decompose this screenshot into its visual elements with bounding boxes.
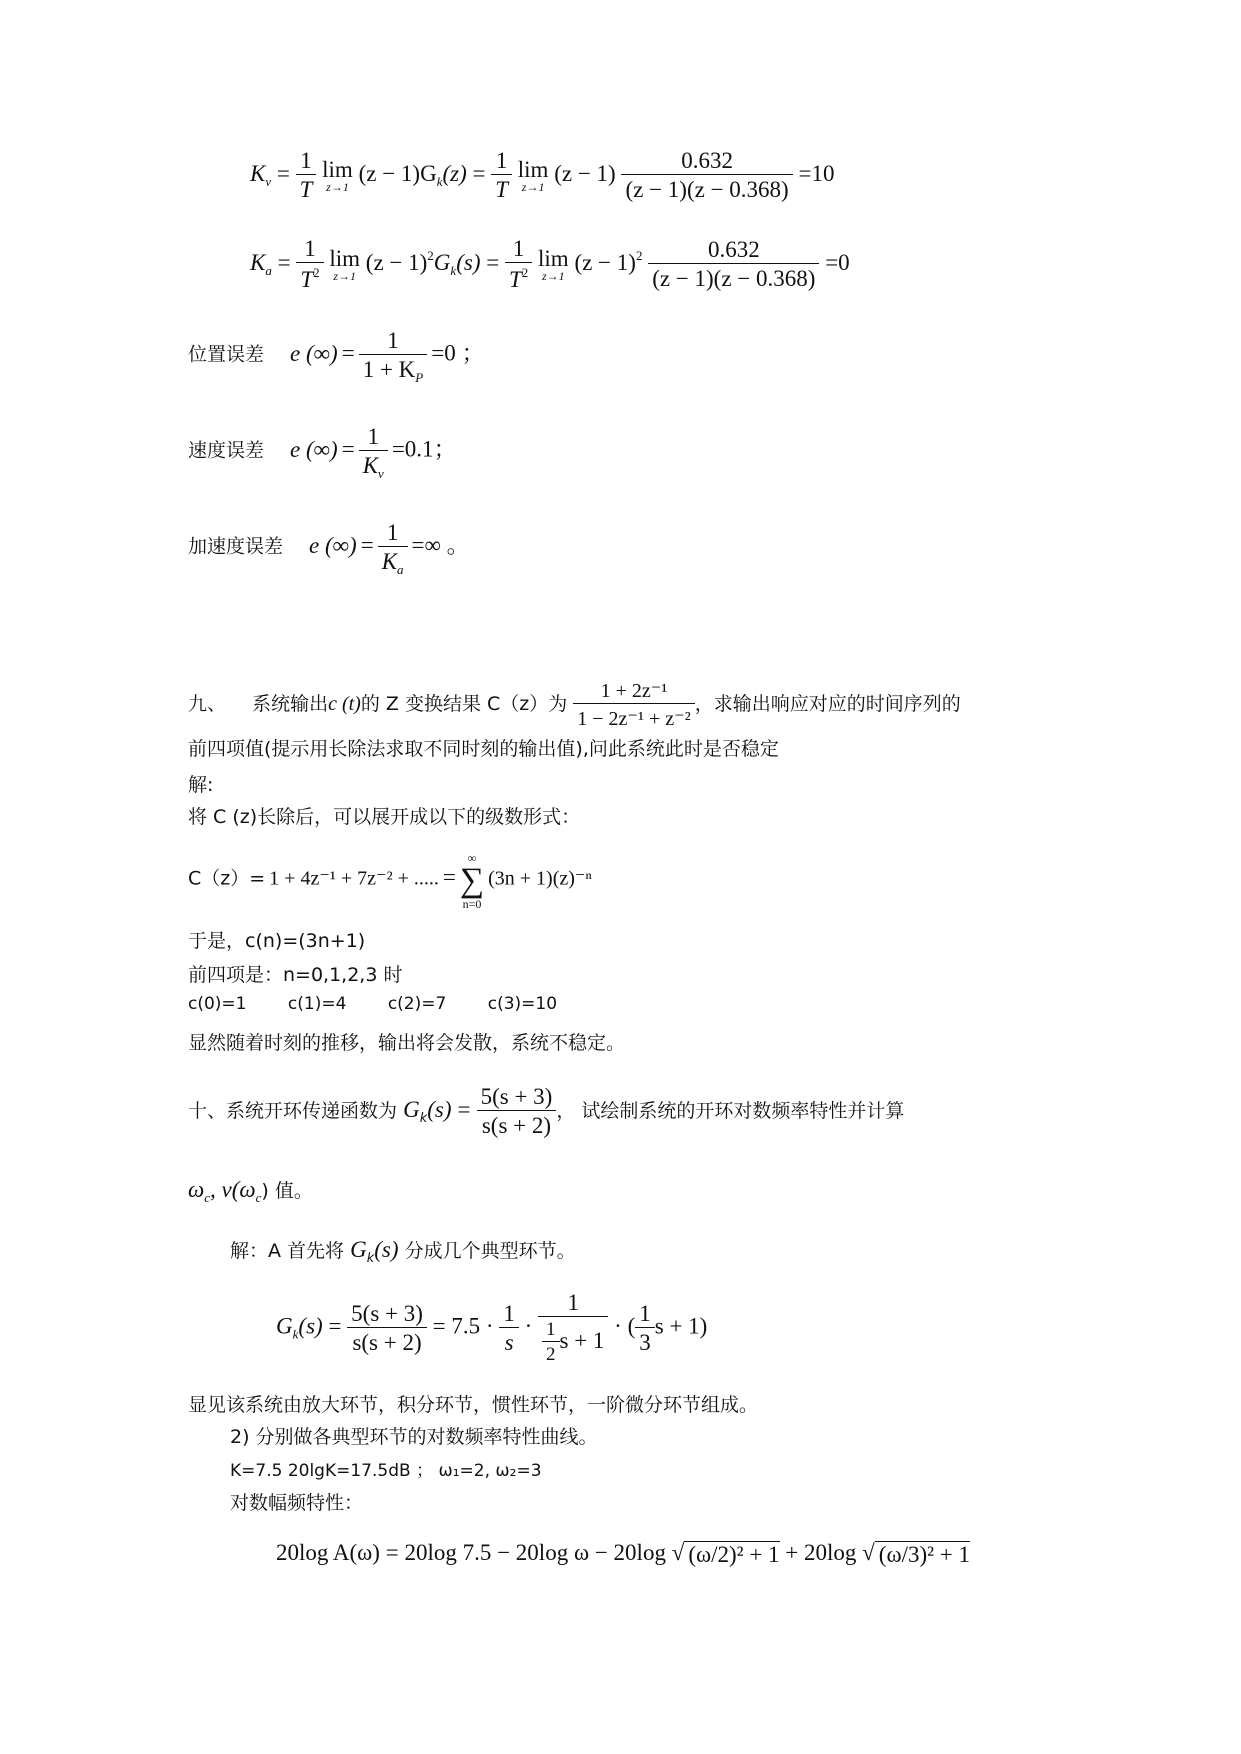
sigma-symbol: ∞ ∑ n=0 <box>459 851 485 911</box>
error-result: ∞ 。 <box>424 532 470 558</box>
kv-symbol: K <box>250 160 266 186</box>
decomp-frac2: $\frac{1}{s}$ <box>499 1301 519 1356</box>
solution-label: 解: <box>188 774 214 796</box>
decomp-frac1: $\frac{5(s + 3)}{s(s + 2)}$ <box>347 1301 427 1356</box>
cz-fraction: $\frac{\text{1 + 2z⁻¹}}{\text{1 − 2z⁻¹ + z⁻²}}$ <box>573 678 694 731</box>
section10-question: 十、系统开环传递函数为 $G_k(s)$ = $\frac{5(s + 3)}{s(s + 2)}$ ， 试绘制系统的开环对数频率特性并计算 <box>188 1084 905 1138</box>
omega-c-line: $\omega_c$, $v(\omega_c)$ 值。 <box>188 1177 313 1205</box>
first-four-label: 前四项是：n=0,1,2,3 时 <box>188 964 403 986</box>
value-item: c(0)=1 <box>188 994 247 1014</box>
value-item: c(2)=7 <box>387 994 447 1014</box>
kv-lim2: lim z→1 <box>517 157 549 194</box>
kv-frac2: $\frac{1}{T}$ <box>491 148 512 203</box>
section9-question-line2: 前四项值(提示用长除法求取不同时刻的输出值),问此系统此时是否稳定 <box>188 738 779 760</box>
solution-a: 解：A 首先将 $G_k(s)$ 分成几个典型环节。 <box>230 1237 576 1266</box>
log-magnitude-formula: 20log A(ω) = 20log 7.5 − 20log ω − 20log √ (ω/2)² + 1 + 20log √ (ω/3)² + 1 <box>276 1540 971 1568</box>
kv-frac1: $\frac{1}{T}$ <box>296 148 317 203</box>
error-acceleration: 加速度误差 e (∞) = $\frac{1}{K_a}$ =∞ 。 <box>188 520 470 577</box>
error-frac: $\frac{1}{K_v}$ <box>359 424 388 482</box>
value-item: c(3)=10 <box>487 994 558 1014</box>
ka-formula: $K_a$ = $\frac{1}{T^2}$ lim z→1 $(z - 1)^2G_k(s)$ = $\frac{1}{T^2}$ lim z→1 $(z - 1)^2$ $\frac{0.632}{(z - 1)(z - 0.368)}$ =0 <box>250 236 850 292</box>
error-result: 0 ； <box>444 340 485 366</box>
ka-lim: lim z→1 <box>329 246 361 283</box>
kv-lim: lim z→1 <box>322 157 353 194</box>
kv-result: 10 <box>811 160 835 186</box>
error-label: 加速度误差 <box>188 535 284 558</box>
ka-result: 0 <box>838 249 850 275</box>
long-division-step: 将 C (z)长除后，可以展开成以下的级数形式： <box>188 806 581 828</box>
error-frac: $\frac{1}{1 + K_P}$ <box>359 328 428 386</box>
gk-fraction: $\frac{5(s + 3)}{s(s + 2)}$ <box>477 1084 557 1139</box>
kv-frac3: $\frac{0.632}{(z - 1)(z - 0.368)}$ <box>621 148 792 203</box>
section-heading: 九、 <box>188 693 227 715</box>
kv-subscript: v <box>265 173 272 189</box>
ka-frac1: $\frac{1}{T^2}$ <box>296 236 323 293</box>
error-label: 速度误差 <box>188 439 265 462</box>
section9-question: 九、 系统输出c (t)的 Z 变换结果 C（z）为 $\frac{\text{1 + 2z⁻¹}}{\text{1 − 2z⁻¹ + z⁻²}}$ ，求输出响应对应的时间序列的 <box>188 680 961 730</box>
stability-conclusion: 显然随着时刻的推移，输出将会发散，系统不稳定。 <box>188 1032 626 1054</box>
ka-symbol: K <box>250 249 266 275</box>
ka-frac2: $\frac{1}{T^2}$ <box>505 236 532 293</box>
decomposition-formula: $G_k(s)$ = $\frac{5(s + 3)}{s(s + 2)}$ = 7.5 · $\frac{1}{s}$ · 1 $\frac{1}{2}$ s + 1 · ( $\frac{1}{3}$ s + 1) <box>276 1290 708 1365</box>
decomp-frac3: 1 $\frac{1}{2}$ s + 1 <box>538 1290 608 1366</box>
ka-subscript: a <box>265 262 272 278</box>
decomp-frac4: $\frac{1}{3}$ <box>635 1301 655 1356</box>
equals: = <box>277 249 291 275</box>
parameters-line: K=7.5 20lgK=17.5dB ； ω₁=2, ω₂=3 <box>230 1461 542 1481</box>
error-position: 位置误差 e (∞) = $\frac{1}{1 + K_P}$ =0 ； <box>188 328 485 385</box>
closed-form: 于是，c(n)=(3n+1) <box>188 930 366 952</box>
value-list <box>188 994 557 1014</box>
step-2: 2) 分别做各典型环节的对数频率特性曲线。 <box>230 1426 598 1448</box>
section-heading: 十、系统开环传递函数为 <box>188 1100 398 1122</box>
kv-factor: (z − 1)G <box>358 160 437 186</box>
error-frac: $\frac{1}{K_a}$ <box>378 520 408 578</box>
error-result: 0.1； <box>404 436 457 462</box>
sqrt-term-1: (ω/2)² + 1 <box>684 1541 779 1568</box>
composition-text: 显见该系统由放大环节，积分环节，惯性环节，一阶微分环节组成。 <box>188 1394 759 1416</box>
amplitude-label: 对数幅频特性： <box>230 1492 364 1514</box>
ka-lim2: lim z→1 <box>538 246 569 283</box>
sqrt-term-2: (ω/3)² + 1 <box>875 1541 970 1568</box>
error-velocity: 速度误差 e (∞) = $\frac{1}{K_v}$ =0.1； <box>188 424 457 481</box>
kv-formula: $K_v$ = $\frac{1}{T}$ lim z→1 $(z - 1)G_k(z)$ = $\frac{1}{T}$ lim z→1 (z − 1) $\frac{0.632}{(z - 1)(z - 0.368)}$ =10 <box>250 148 835 202</box>
error-label: 位置误差 <box>188 343 265 366</box>
value-item: c(1)=4 <box>287 994 347 1014</box>
series-expansion: C（z）= 1 + 4z⁻¹ + 7z⁻² + ..... = ∞ ∑ n=0 (3n + 1)(z)⁻ⁿ <box>188 851 592 911</box>
ka-frac3: $\frac{0.632}{(z - 1)(z - 0.368)}$ <box>648 237 819 292</box>
equals: = <box>276 160 290 186</box>
